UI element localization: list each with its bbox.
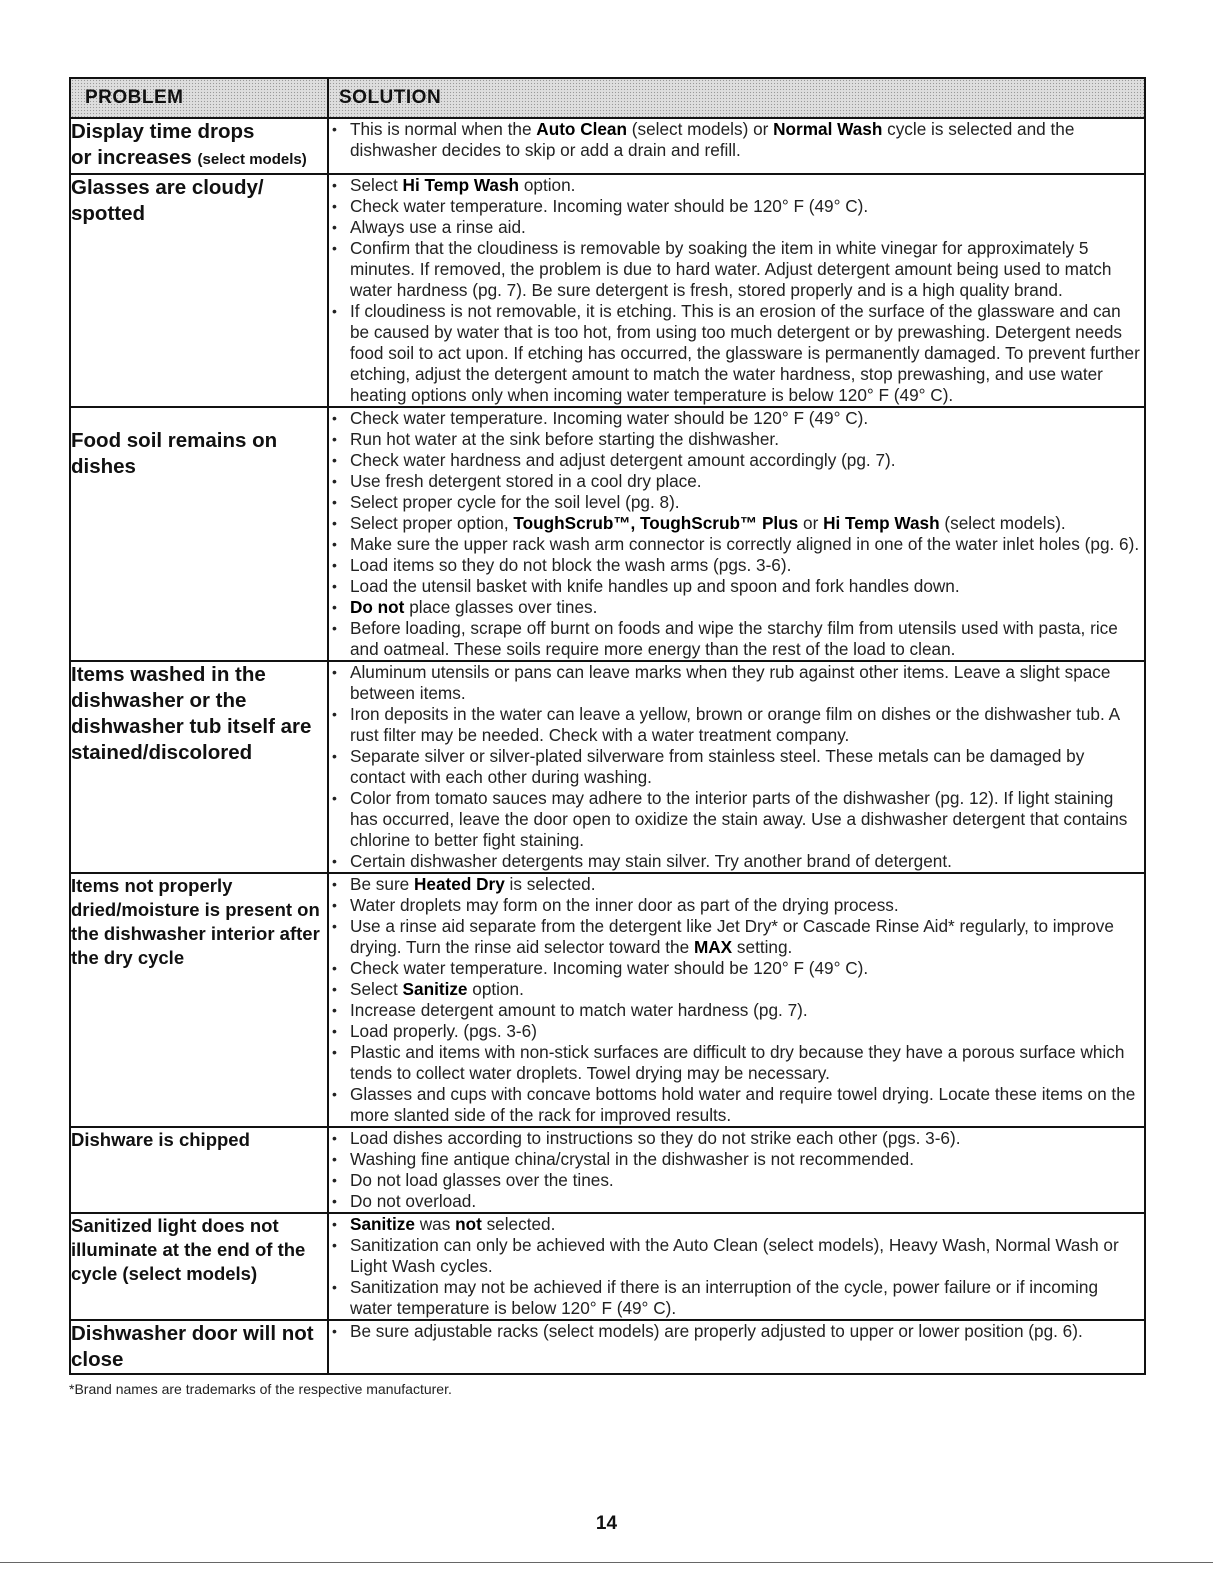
table-row (70, 1213, 1145, 1320)
solution-item (329, 874, 1144, 895)
solution-item (329, 175, 1144, 196)
solution-item (329, 471, 1144, 492)
solution-text: (select models). (939, 513, 1066, 533)
solution-list (329, 1128, 1144, 1212)
problem-cell (70, 873, 328, 1127)
solution-list (329, 874, 1144, 1126)
solution-text: Load the utensil basket with knife handles up and spoon and fork handles down. (350, 576, 960, 596)
solution-item (329, 916, 1144, 958)
solution-item (329, 429, 1144, 450)
solution-text: Use fresh detergent stored in a cool dry place. (350, 471, 702, 491)
problem-note: (select models) (197, 151, 307, 168)
solution-text: selected. (481, 1214, 556, 1234)
solution-cell (328, 1213, 1145, 1320)
solution-item (329, 895, 1144, 916)
solution-list (329, 175, 1144, 406)
page-bottom-rule (0, 1562, 1213, 1563)
problem-cell (70, 661, 328, 873)
solution-text: Check water hardness and adjust detergent amount accordingly (pg. 7). (350, 450, 896, 470)
problem-column-header: PROBLEM (70, 78, 328, 118)
solution-text: Color from tomato sauces may adhere to the interior parts of the dishwasher (pg. 12). If light staining has occurred, leave the door open to oxidize the stain away. Use a dishwasher detergent that contains chlorine to better fight staining. (350, 788, 1128, 850)
table-body (70, 118, 1145, 1374)
solution-text: Load items so they do not block the wash arms (pgs. 3-6). (350, 555, 792, 575)
solution-text: Make sure the upper rack wash arm connector is correctly aligned in one of the water inlet holes (pg. 6). (350, 534, 1140, 554)
solution-text: Run hot water at the sink before starting the dishwasher. (350, 429, 779, 449)
emphasis-text: Hi Temp Wash (402, 175, 520, 195)
solution-list (329, 408, 1144, 660)
emphasis-text: Hi Temp Wash (823, 513, 940, 533)
solution-text: Aluminum utensils or pans can leave marks when they rub against other items. Leave a slight space between items. (350, 662, 1111, 703)
solution-text: option. (467, 979, 524, 999)
solution-item (329, 1042, 1144, 1084)
solution-text: Water droplets may form on the inner door as part of the drying process. (350, 895, 899, 915)
solution-text: Increase detergent amount to match water hardness (pg. 7). (350, 1000, 808, 1020)
solution-item (329, 119, 1144, 161)
solution-item (329, 1021, 1144, 1042)
solution-item (329, 618, 1144, 660)
solution-list (329, 662, 1144, 872)
emphasis-text: MAX (693, 937, 733, 957)
solution-cell (328, 174, 1145, 407)
emphasis-text: ToughScrub™, ToughScrub™ Plus (513, 513, 799, 533)
solution-text: Select (350, 979, 403, 999)
problem-text: Items not properly dried/moisture is present on the dishwasher interior after the dry cycle (71, 875, 320, 968)
solution-text: (select models) or (627, 119, 774, 139)
problem-text-line2: or increases (71, 146, 192, 169)
problem-cell (70, 1127, 328, 1213)
solution-item (329, 555, 1144, 576)
solution-item (329, 513, 1144, 534)
solution-text: was (414, 1214, 456, 1234)
solution-item (329, 597, 1144, 618)
solution-text: cycle is selected and the dishwasher decides to skip or add a drain and refill. (350, 119, 1075, 160)
troubleshooting-table (69, 77, 1146, 1375)
solution-text: Do not overload. (350, 1191, 477, 1211)
solution-text: Use a rinse aid separate from the detergent like Jet Dry* or Cascade Rinse Aid* regularly, to improve drying. Turn the rinse aid selector toward the (350, 916, 1114, 957)
solution-text: If cloudiness is not removable, it is etching. This is an erosion of the surface of the glassware and can be caused by water that is too hot, from using too much detergent or by prewashing. Detergent needs food soil to act upon. If etching has occurred, the glassware is permanently damaged. To prevent further etching, adjust the detergent amount to match the water hardness, stop prewashing, and use water heating options only when incoming water temperature is below 120° F (49° C). (350, 301, 1140, 405)
solution-text: Be sure (350, 874, 415, 894)
solution-text: Sanitization can only be achieved with the Auto Clean (select models), Heavy Wash, Normal Wash or Light Wash cycles. (350, 1235, 1119, 1276)
page-number: 14 (595, 1513, 618, 1534)
solution-cell (328, 873, 1145, 1127)
solution-item (329, 788, 1144, 851)
solution-cell (328, 118, 1145, 174)
solution-text: Always use a rinse aid. (350, 217, 526, 237)
solution-text: Glasses and cups with concave bottoms hold water and require towel drying. Locate these items on the more slanted side of the rack for improved results. (350, 1084, 1136, 1125)
solution-item (329, 301, 1144, 406)
solution-text: Select proper option, (350, 513, 514, 533)
solution-item (329, 450, 1144, 471)
solution-text: Separate silver or silver-plated silverware from stainless steel. These metals can be damaged by contact with each other during washing. (350, 746, 1085, 787)
troubleshooting-page (69, 77, 1144, 1397)
solution-text: Washing fine antique china/crystal in the dishwasher is not recommended. (350, 1149, 914, 1169)
solution-text: Check water temperature. Incoming water should be 120° F (49° C). (350, 408, 869, 428)
solution-text: Select (350, 175, 403, 195)
table-row (70, 1127, 1145, 1213)
solution-item (329, 217, 1144, 238)
emphasis-text: Normal Wash (773, 119, 883, 139)
solution-item (329, 238, 1144, 301)
solution-list (329, 1214, 1144, 1319)
problem-text: Food soil remains on dishes (71, 429, 278, 478)
problem-text: Glasses are cloudy/ spotted (71, 176, 264, 225)
emphasis-text: Sanitize (350, 1214, 415, 1234)
solution-text: Iron deposits in the water can leave a yellow, brown or orange film on dishes or the dishwasher tub. A rust filter may be needed. Check with a water treatment company. (350, 704, 1120, 745)
solution-text: Before loading, scrape off burnt on foods and wipe the starchy film from utensils used with pasta, rice and oatmeal. These soils require more energy than the rest of the load to clean. (350, 618, 1118, 659)
problem-cell (70, 174, 328, 407)
solution-text: Plastic and items with non-stick surfaces are difficult to dry because they have a porous surface which tends to collect water droplets. Towel drying may be necessary. (350, 1042, 1125, 1083)
solution-list (329, 119, 1144, 161)
solution-item (329, 1084, 1144, 1126)
solution-item (329, 492, 1144, 513)
solution-item (329, 534, 1144, 555)
table-row (70, 174, 1145, 407)
emphasis-text: Sanitize (402, 979, 468, 999)
solution-text: place glasses over tines. (404, 597, 598, 617)
solution-text: Check water temperature. Incoming water should be 120° F (49° C). (350, 958, 869, 978)
solution-text: Sanitization may not be achieved if there is an interruption of the cycle, power failure or if incoming water temperature is below 120° F (49° C). (350, 1277, 1099, 1318)
solution-item (329, 1277, 1144, 1319)
table-header (70, 78, 1145, 118)
solution-item (329, 1149, 1144, 1170)
solution-item (329, 1191, 1144, 1212)
solution-text: setting. (732, 937, 793, 957)
emphasis-text: Do not (350, 597, 405, 617)
solution-cell (328, 661, 1145, 873)
solution-item (329, 1214, 1144, 1235)
solution-text: Check water temperature. Incoming water should be 120° F (49° C). (350, 196, 869, 216)
solution-cell (328, 407, 1145, 661)
solution-item (329, 196, 1144, 217)
table-row (70, 873, 1145, 1127)
solution-item (329, 1321, 1144, 1342)
solution-text: is selected. (504, 874, 596, 894)
solution-cell (328, 1320, 1145, 1374)
problem-text: Dishware is chipped (71, 1129, 250, 1150)
problem-text: Dishwasher door will not close (71, 1322, 314, 1371)
solution-text: Be sure adjustable racks (select models) are properly adjusted to upper or lower position (pg. 6). (350, 1321, 1083, 1341)
problem-text: Items washed in the dishwasher or the dishwasher tub itself are stained/discolored (71, 663, 312, 764)
solution-text: Load properly. (pgs. 3-6) (350, 1021, 537, 1041)
solution-item (329, 576, 1144, 597)
solution-item (329, 958, 1144, 979)
solution-text: or (798, 513, 824, 533)
problem-cell (70, 118, 328, 174)
table-row (70, 118, 1145, 174)
solution-item (329, 1170, 1144, 1191)
solution-text: Select proper cycle for the soil level (pg. 8). (350, 492, 680, 512)
solution-item (329, 408, 1144, 429)
solution-text: Certain dishwasher detergents may stain silver. Try another brand of detergent. (350, 851, 952, 871)
solution-column-header: SOLUTION (328, 78, 1145, 118)
emphasis-text: Heated Dry (414, 874, 505, 894)
problem-text: Sanitized light does not illuminate at the end of the cycle (select models) (71, 1215, 306, 1284)
solution-item (329, 704, 1144, 746)
solution-text: Load dishes according to instructions so they do not strike each other (pgs. 3-6). (350, 1128, 961, 1148)
emphasis-text: not (455, 1214, 482, 1234)
solution-item (329, 1235, 1144, 1277)
solution-item (329, 979, 1144, 1000)
solution-item (329, 662, 1144, 704)
solution-cell (328, 1127, 1145, 1213)
solution-list (329, 1321, 1144, 1342)
solution-item (329, 746, 1144, 788)
problem-cell (70, 1320, 328, 1374)
solution-text: This is normal when the (350, 119, 537, 139)
solution-text: Do not load glasses over the tines. (350, 1170, 614, 1190)
table-row (70, 661, 1145, 873)
problem-cell (70, 407, 328, 661)
solution-text: option. (519, 175, 576, 195)
solution-text: Confirm that the cloudiness is removable by soaking the item in white vinegar for approximately 5 minutes. If removed, the problem is due to hard water. Adjust detergent amount being used to match water hardness (pg. 7). Be sure detergent is fresh, stored properly and is a high quality brand. (350, 238, 1112, 300)
solution-item (329, 851, 1144, 872)
table-row (70, 407, 1145, 661)
table-row (70, 1320, 1145, 1374)
problem-cell (70, 1213, 328, 1320)
solution-item (329, 1128, 1144, 1149)
footnote: *Brand names are trademarks of the respective manufacturer. (69, 1381, 452, 1397)
solution-item (329, 1000, 1144, 1021)
emphasis-text: Auto Clean (536, 119, 627, 139)
problem-text: Display time drops (71, 120, 255, 143)
